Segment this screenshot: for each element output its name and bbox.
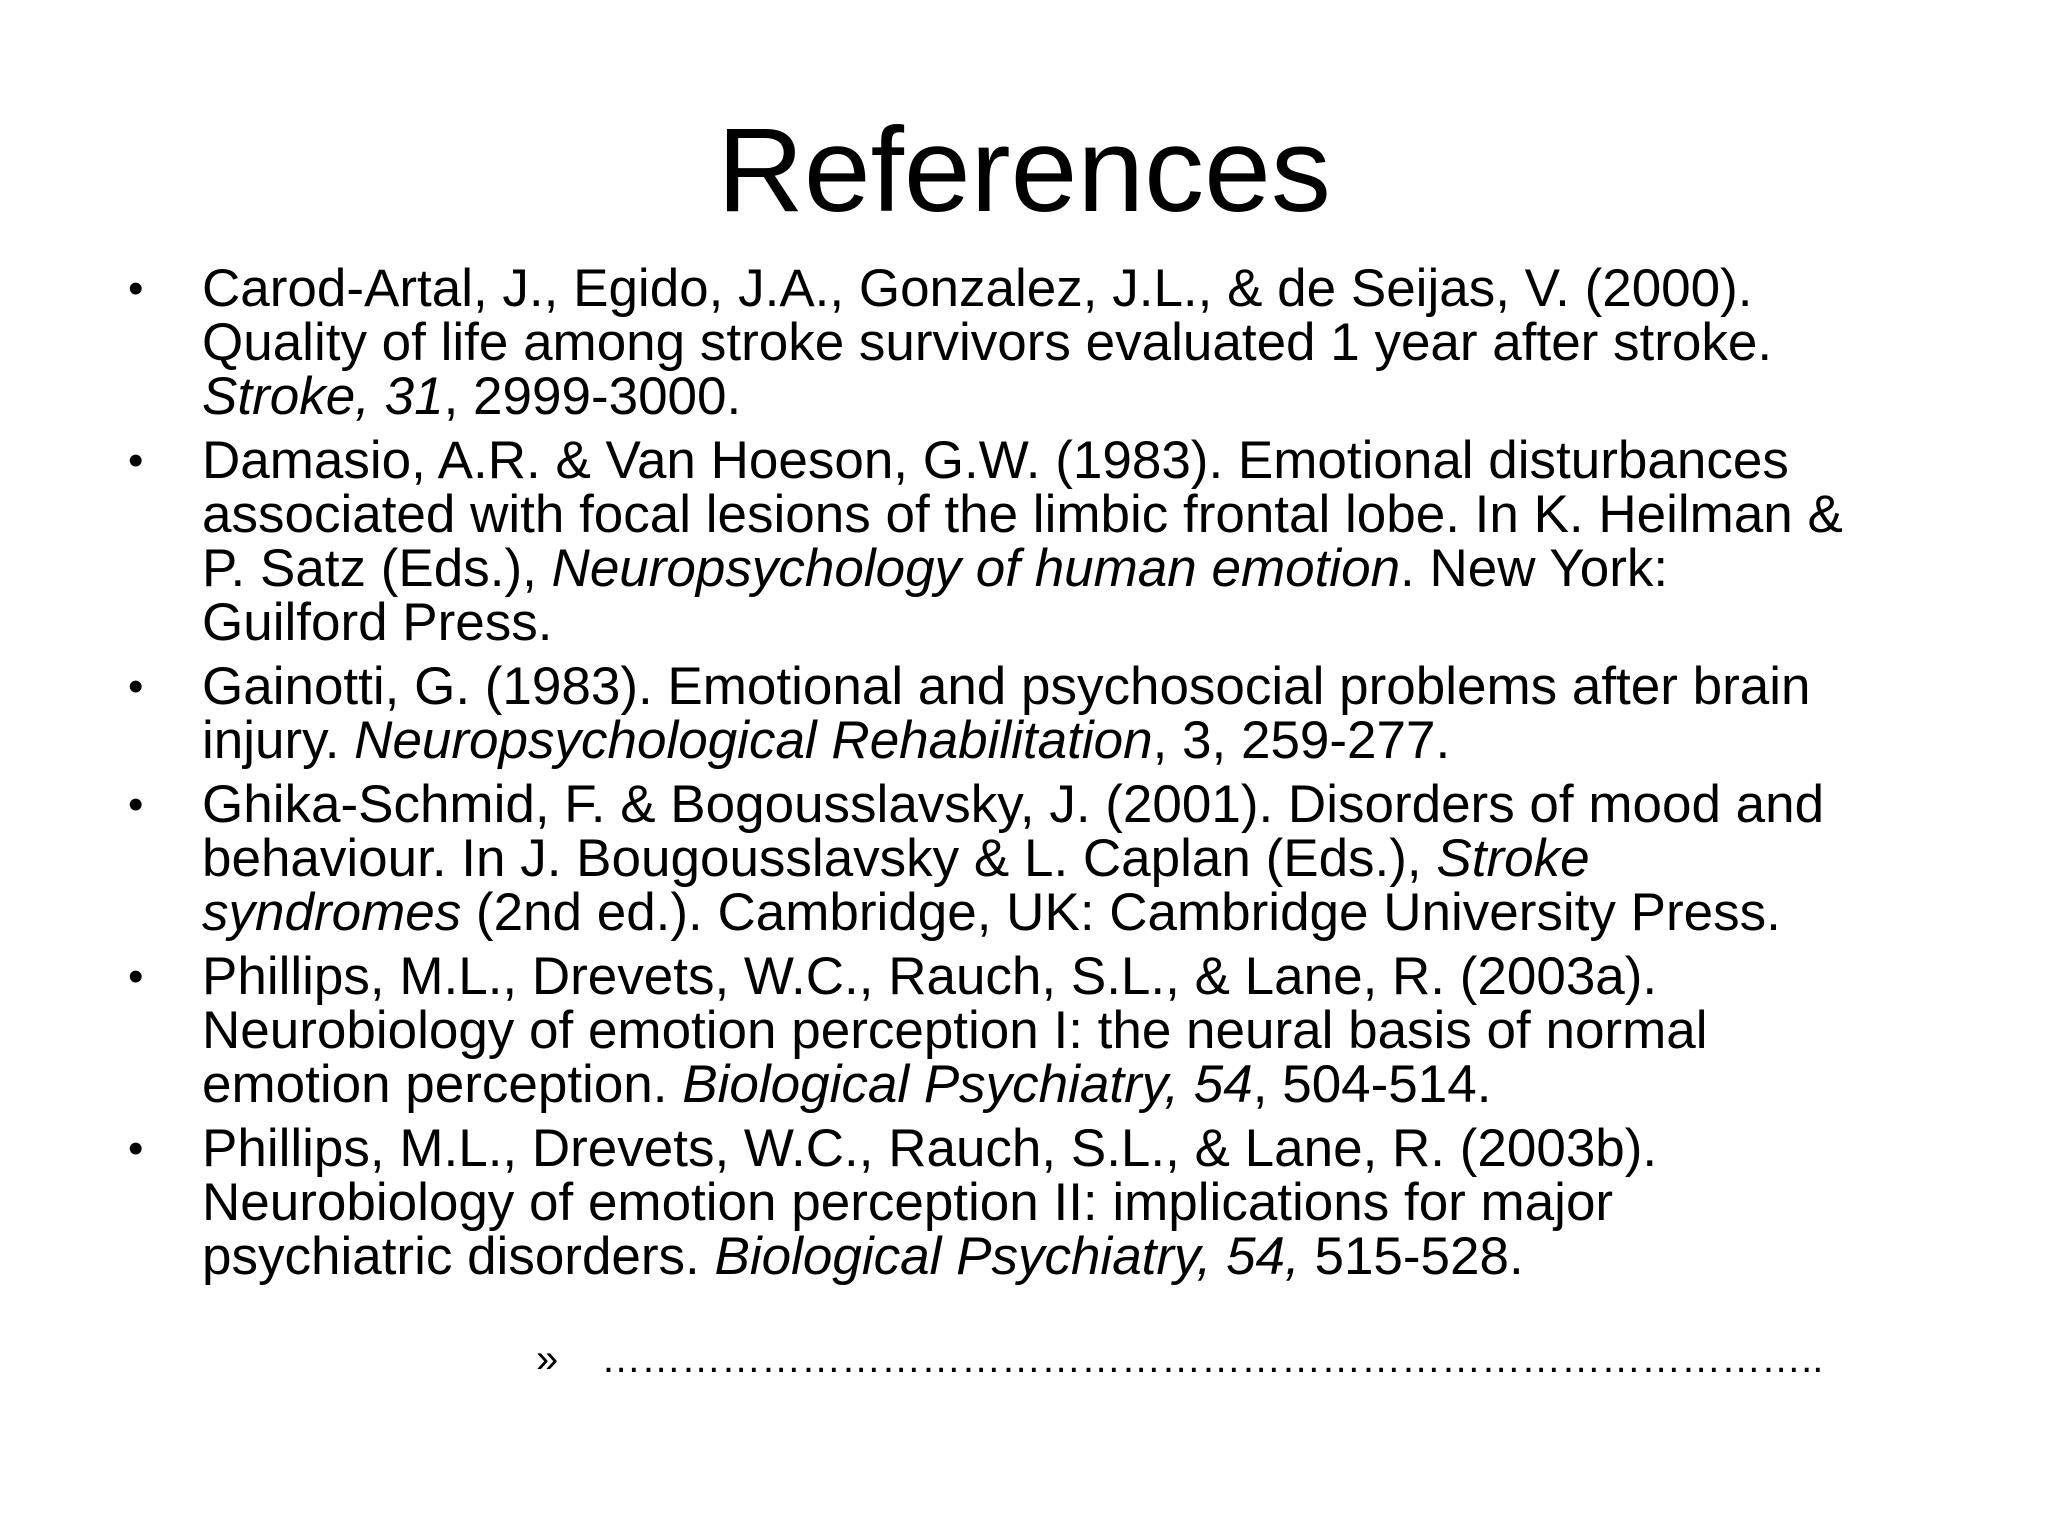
reference-line	[202, 313, 2008, 372]
reference-line	[202, 1055, 2008, 1114]
reference-text: Phillips, M.L., Drevets, W.C., Rauch, S.L., & Lane, R. (2003a).	[202, 947, 1658, 1006]
reference-italic-text: Biological Psychiatry, 54	[682, 1055, 1253, 1114]
bullet-icon: •	[128, 1124, 144, 1173]
reference-text: P. Satz (Eds.),	[202, 539, 552, 598]
reference-text: injury.	[202, 711, 355, 770]
continuation-dots: ………………………………………………………………………………..	[601, 1337, 1824, 1381]
reference-italic-text: Stroke, 31	[202, 367, 444, 426]
reference-text: Neurobiology of emotion perception II: implications for major	[202, 1173, 1614, 1232]
reference-text: Damasio, A.R. & Van Hoeson, G.W. (1983). Emotional disturbances	[202, 431, 1789, 490]
bullet-icon: •	[128, 662, 144, 711]
reference-text: associated with focal lesions of the limbic frontal lobe. In K. Heilman &	[202, 485, 1843, 544]
continuation-line	[536, 1336, 1823, 1382]
reference-line	[202, 1227, 2008, 1286]
bullet-icon: •	[128, 952, 144, 1001]
reference-italic-text: Neuropsychology of human emotion	[551, 539, 1401, 598]
reference-line	[202, 829, 2008, 888]
reference-item	[128, 259, 2008, 426]
reference-line	[202, 947, 2008, 1006]
reference-item	[128, 657, 2008, 770]
reference-line	[202, 539, 2008, 598]
reference-text: . New York:	[1400, 539, 1669, 598]
bullet-icon: •	[128, 780, 144, 829]
reference-item	[128, 431, 2008, 652]
reference-line	[202, 883, 2008, 942]
reference-line	[202, 431, 2008, 490]
bullet-icon: •	[128, 436, 144, 485]
reference-text: , 3, 259-277.	[1152, 711, 1451, 770]
reference-line	[202, 259, 2008, 318]
reference-text: Phillips, M.L., Drevets, W.C., Rauch, S.L., & Lane, R. (2003b).	[202, 1119, 1658, 1178]
reference-line	[202, 593, 2008, 652]
reference-line	[202, 367, 2008, 426]
reference-item	[128, 947, 2008, 1114]
slide-title: References	[717, 103, 1331, 237]
reference-italic-text: Neuropsychological Rehabilitation	[354, 711, 1153, 770]
reference-italic-text: Biological Psychiatry, 54,	[714, 1227, 1300, 1286]
reference-list	[128, 259, 2008, 1294]
reference-line	[202, 1119, 2008, 1178]
reference-line	[202, 485, 2008, 544]
reference-line	[202, 711, 2008, 770]
reference-text: Gainotti, G. (1983). Emotional and psychosocial problems after brain	[202, 657, 1811, 716]
reference-text: , 2999-3000.	[443, 367, 742, 426]
reference-item	[128, 775, 2008, 942]
reference-text: Carod-Artal, J., Egido, J.A., Gonzalez, J.L., & de Seijas, V. (2000).	[202, 259, 1753, 318]
reference-text: Quality of life among stroke survivors evaluated 1 year after stroke.	[202, 313, 1773, 372]
reference-line	[202, 657, 2008, 716]
reference-text: emotion perception.	[202, 1055, 683, 1114]
reference-line	[202, 1173, 2008, 1232]
reference-italic-text: syndromes	[202, 883, 462, 942]
reference-text: Ghika-Schmid, F. & Bogousslavsky, J. (2001). Disorders of mood and	[202, 775, 1825, 834]
reference-line	[202, 775, 2008, 834]
reference-text: psychiatric disorders.	[202, 1227, 715, 1286]
continuation-marker: »	[536, 1337, 559, 1381]
reference-text: behaviour. In J. Bougousslavsky & L. Caplan (Eds.),	[202, 829, 1437, 888]
reference-text: (2nd ed.). Cambridge, UK: Cambridge University Press.	[461, 883, 1781, 942]
reference-line	[202, 1001, 2008, 1060]
bullet-icon: •	[128, 264, 144, 313]
reference-text: 515-528.	[1299, 1227, 1524, 1286]
reference-item	[128, 1119, 2008, 1286]
reference-text: , 504-514.	[1252, 1055, 1492, 1114]
reference-text: Guilford Press.	[202, 593, 553, 652]
reference-text: Neurobiology of emotion perception I: the neural basis of normal	[202, 1001, 1708, 1060]
reference-italic-text: Stroke	[1436, 829, 1590, 888]
